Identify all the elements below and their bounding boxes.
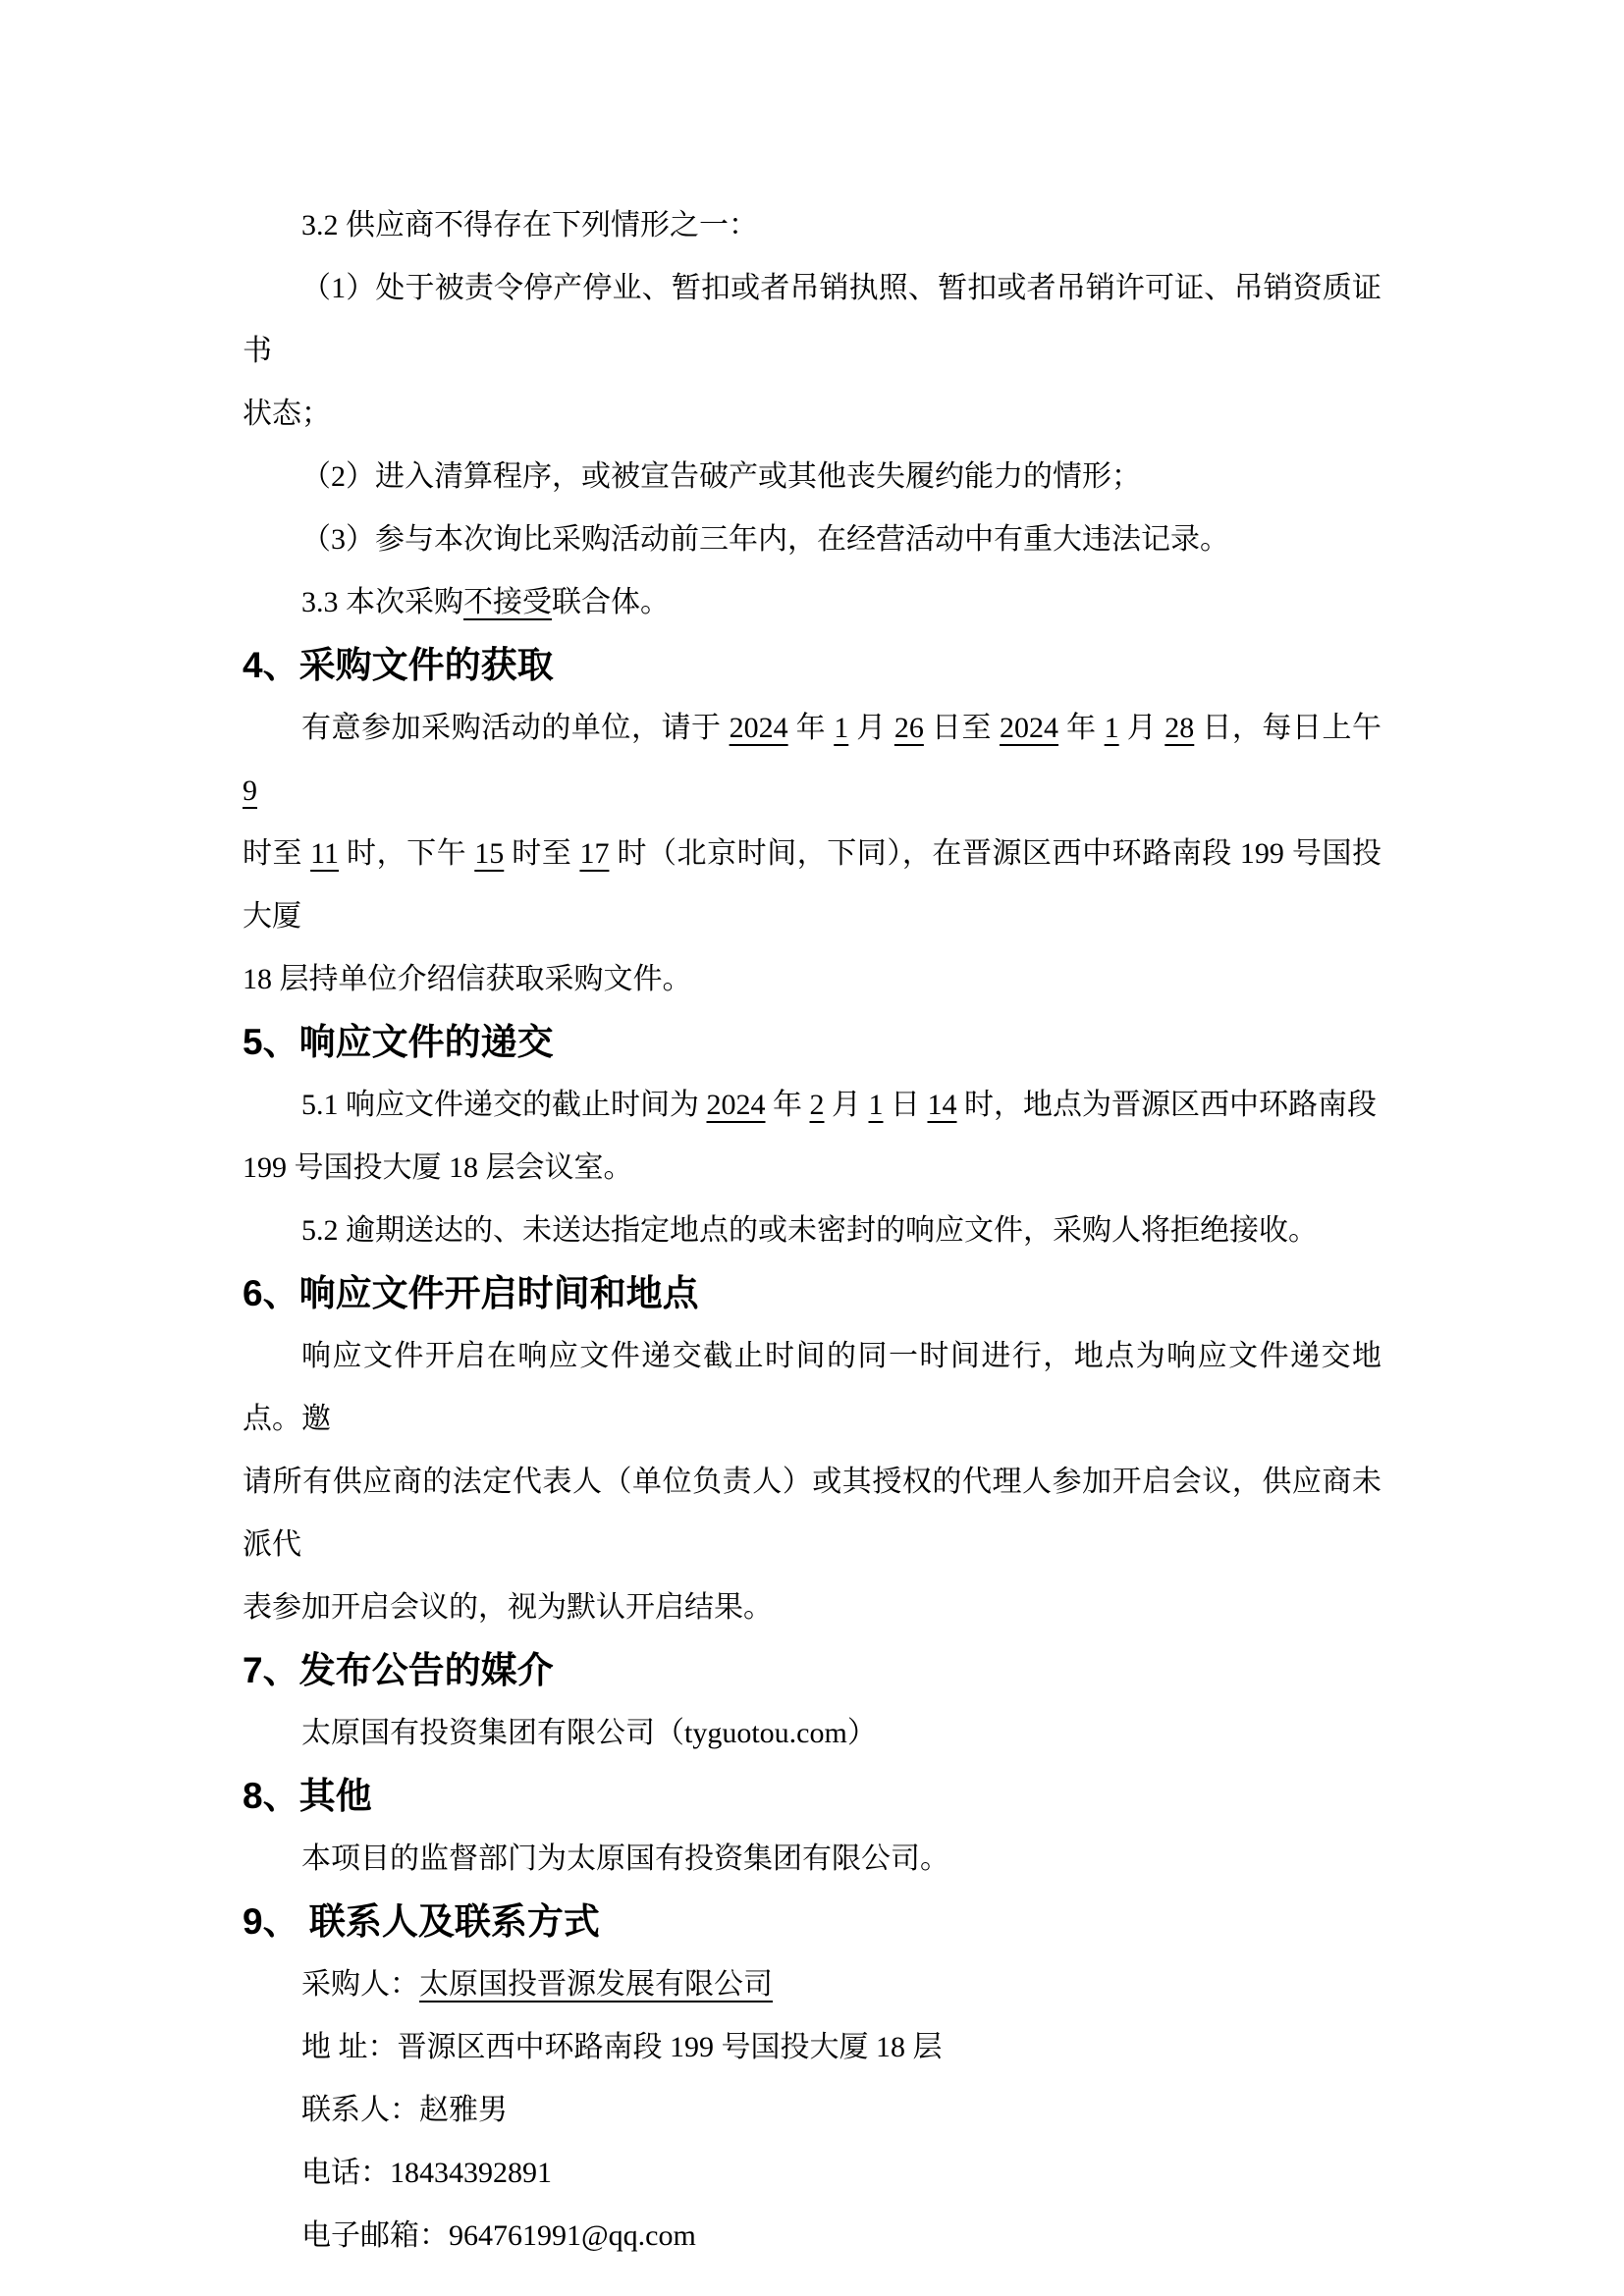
- heading-section-9: 9、 联系人及联系方式: [243, 1901, 600, 1942]
- underlined-text: 9: [243, 774, 257, 807]
- text-run: 月: [824, 1089, 869, 1121]
- text-run: 日: [883, 1089, 928, 1121]
- heading-section-6: 6、响应文件开启时间和地点: [243, 1273, 699, 1313]
- text-run: 年: [765, 1089, 810, 1121]
- text-run: 时至: [504, 837, 580, 870]
- underlined-text: 太原国投晋源发展有限公司: [419, 1968, 773, 2001]
- text-run: 状态；: [243, 398, 331, 430]
- underlined-text: 11: [310, 837, 340, 870]
- text-run: 时，地点为晋源区西中环路南段: [956, 1089, 1377, 1121]
- text-run: 年: [787, 712, 835, 744]
- text-run: 年: [1058, 712, 1105, 744]
- text-run: 有意参加采购活动的单位，请于: [301, 712, 730, 744]
- text-run: 表参加开启会议的，视为默认开启结果。: [243, 1591, 773, 1624]
- text-run: 3.3 本次采购: [301, 586, 463, 618]
- underlined-text: 2: [809, 1089, 825, 1121]
- para-5-2: 5.2 逾期送达的、未送达指定地点的或未密封的响应文件，采购人将拒绝接收。: [301, 1214, 1318, 1247]
- underlined-text: 2024: [706, 1089, 766, 1121]
- text-run: 时，下午: [339, 837, 475, 870]
- underlined-text: 1: [1104, 712, 1119, 744]
- para-3-3: [243, 571, 1381, 634]
- underlined-text: 28: [1164, 712, 1195, 744]
- text-run: 时（北京时间，下同），在晋源区西中环路南段 199 号国投大厦: [243, 837, 1382, 933]
- underlined-text: 26: [893, 712, 924, 744]
- text-run: 月: [1118, 712, 1165, 744]
- underlined-text: 2024: [729, 712, 788, 744]
- heading-section-5: 5、响应文件的递交: [243, 1022, 554, 1062]
- text-run: （1）处于被责令停产停业、暂扣或者吊销执照、暂扣或者吊销许可证、吊销资质证书: [243, 272, 1381, 367]
- underlined-text: 17: [579, 837, 610, 870]
- para-contact-person: 联系人：赵雅男: [301, 2094, 508, 2126]
- para-item-1: [243, 257, 1381, 446]
- text-run: 响应文件开启在响应文件递交截止时间的同一时间进行，地点为响应文件递交地点。邀: [243, 1340, 1381, 1435]
- text-run: 联合体。: [552, 586, 670, 618]
- text-run: 18 层持单位介绍信获取采购文件。: [243, 963, 692, 995]
- para-contact-email: 电子邮箱：964761991@qq.com: [301, 2219, 696, 2252]
- para-contact-phone: 电话：18434392891: [301, 2157, 552, 2189]
- para-5-1: [243, 1074, 1381, 1200]
- text-run: 日至: [923, 712, 1001, 744]
- para-section-8-body: 本项目的监督部门为太原国有投资集团有限公司。: [301, 1842, 949, 1875]
- underlined-text: 1: [868, 1089, 884, 1121]
- text-run: 采购人：: [301, 1968, 419, 2001]
- para-section-6-body: [243, 1325, 1381, 1639]
- text-run: 月: [848, 712, 894, 744]
- para-item-2: （2）进入清算程序，或被宣告破产或其他丧失履约能力的情形；: [301, 460, 1141, 493]
- text-run: 199 号国投大厦 18 层会议室。: [243, 1151, 633, 1184]
- underlined-text: 不接受: [463, 586, 552, 618]
- para-section-4-body: [243, 697, 1381, 1011]
- heading-section-7: 7、发布公告的媒介: [243, 1650, 554, 1690]
- para-contact-address: 地 址：晋源区西中环路南段 199 号国投大厦 18 层: [301, 2031, 943, 2063]
- text-run: 日，每日上午: [1194, 712, 1382, 744]
- para-contact-purchaser: [243, 1953, 1381, 2016]
- text-run: 请所有供应商的法定代表人（单位负责人）或其授权的代理人参加开启会议，供应商未派代: [243, 1466, 1381, 1561]
- underlined-text: 14: [927, 1089, 957, 1121]
- heading-section-8: 8、其他: [243, 1776, 372, 1816]
- para-item-3: （3）参与本次询比采购活动前三年内，在经营活动中有重大违法记录。: [301, 523, 1229, 556]
- para-3-2: 3.2 供应商不得存在下列情形之一：: [301, 209, 758, 241]
- underlined-text: 15: [474, 837, 505, 870]
- underlined-text: 2024: [1000, 712, 1059, 744]
- text-run: 时至: [243, 837, 311, 870]
- para-section-7-body: 太原国有投资集团有限公司（tyguotou.com）: [301, 1717, 877, 1749]
- text-run: 5.1 响应文件递交的截止时间为: [301, 1089, 707, 1121]
- heading-section-4: 4、采购文件的获取: [243, 645, 554, 685]
- underlined-text: 1: [834, 712, 849, 744]
